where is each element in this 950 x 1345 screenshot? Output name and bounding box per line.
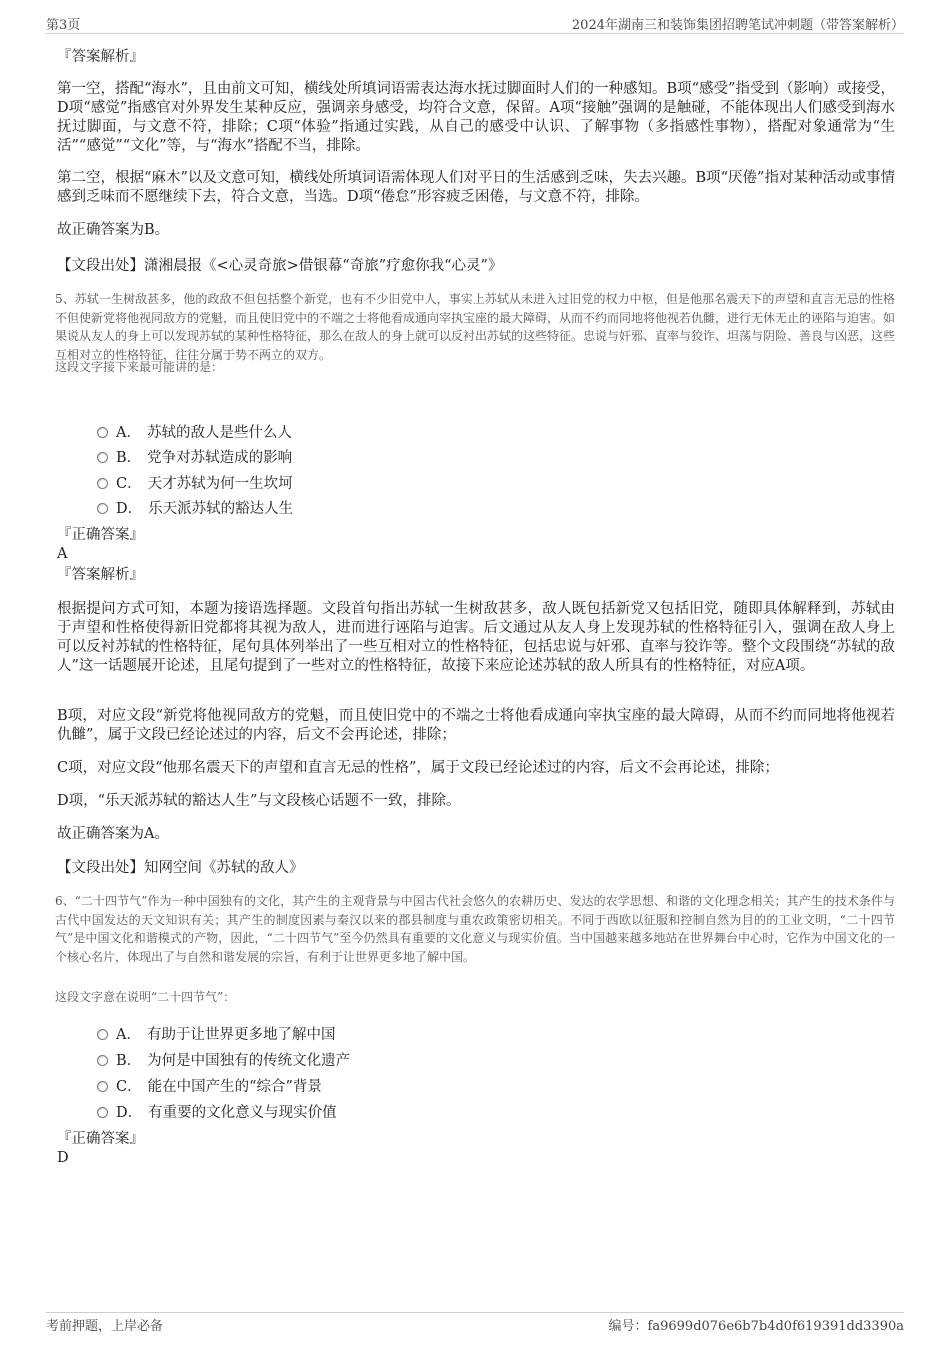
q5-analysis-label: 『答案解析』 [57,567,144,583]
document-title: 2024年湖南三和装饰集团招聘笔试冲刺题（带答案解析） [571,18,904,33]
q5-option-b[interactable]: B． 党争对苏轼造成的影响 [97,446,292,466]
q5-option-d[interactable]: D． 乐天派苏轼的豁达人生 [97,497,293,517]
q5-option-c[interactable]: C． 天才苏轼为何一生坎坷 [97,472,293,492]
q5-option-a[interactable]: A． 苏轼的敌人是些什么人 [97,421,292,441]
page-header [46,12,904,34]
q5-prompt: 这段文字接下来最可能讲的是： [55,360,224,374]
q4-analysis-p1: 第一空，搭配“海水”，且由前文可知，横线处所填词语需表达海水抚过脚面时人们的一种感知。B项“感受”指受到（影响）或接受，D项“感觉”指感官对外界发生某种反应，强调亲身感受，均符合文意，保留。A项“接触”强调的是触碰，不能体现出人们感受到海水抚过脚面，与文意不符，排除；C项“体验”指通过实践，从自己的感受中认识、了解事物（多指感性事物），搭配对象通常为“生活”“感觉”“文化”等，与“海水”搭配不当，排除。 [57,81,895,154]
q4-conclusion: 故正确答案为B。 [57,222,170,238]
q6-answer-label: 『正确答案』 [57,1131,144,1147]
q5-analysis-p1: 根据提问方式可知，本题为接语选择题。文段首句指出苏轼一生树敌甚多，敌人既包括新党又包括旧党，随即具体解释到，苏轼由于声望和性格使得新旧党都将其视为敌人，进而进行诬陷与迫害。后文通过从友人身上发现苏轼的性格特征引入，强调在敌人身上可以反衬苏轼的性格特征，尾句具体列举出了一些互相对立的性格特征，包括忠说与奸邪、直率与狡诈等。整个文段围绕“苏轼的敌人”这一话题展开论述，且尾句提到了一些对立的性格特征，故接下来应论述苏轼的敌人所具有的性格特征，对应A项。 [57,601,895,674]
q6-option-a[interactable]: A． 有助于让世界更多地了解中国 [97,1023,335,1043]
q4-analysis-label: 『答案解析』 [57,49,144,65]
radio-icon[interactable] [97,478,108,489]
document-id: 编号：fa9699d076e6b7b4d0f619391dd3390a [608,1319,904,1334]
q5-analysis-p2: B项，对应文段“新党将他视同敌方的党魁，而且使旧党中的不端之士将他看成通向宰执宝座的最大障碍，从而不约而同地将他视若仇雠”，属于文段已经论述过的内容，后文不会再论述，排除； [57,708,895,743]
q5-source: 【文段出处】知网空间《苏轼的敌人》 [57,860,304,876]
q5-stem: 5、苏轼一生树敌甚多，他的政敌不但包括整个新党，也有不少旧党中人，事实上苏轼从未进入过旧党的权力中枢，但是他那名震天下的声望和直言无忌的性格不但使新党将他视同敌方的党魁，而且使旧党中的不端之士将他看成通向宰执宝座的最大障碍，从而不约而同地将他视若仇雠，进行无休无止的诬陷与迫害。如果说从友人的身上可以发现苏轼的某种性格特征，那么在敌人的身上就可以反衬出苏轼的这些特征。忠说与奸邪、直率与狡诈、坦荡与阴险、善良与凶恶，这些互相对立的性格特征，往往分属于势不两立的双方。 [55,292,896,362]
q5-answer-label: 『正确答案』 [57,527,144,543]
page-number: 第3页 [46,18,81,33]
q5-analysis-p4: D项，“乐天派苏轼的豁达人生”与文段核心话题不一致，排除。 [57,793,461,809]
radio-icon[interactable] [97,1107,108,1118]
q6-option-b[interactable]: B． 为何是中国独有的传统文化遗产 [97,1049,350,1069]
q6-stem: 6、“二十四节气”作为一种中国独有的文化，其产生的主观背景与中国古代社会悠久的农耕历史、发达的农学思想、和谐的文化理念相关；其产生的技术条件与古代中国发达的天文知识有关；其产生的制度因素与秦汉以来的郡县制度与重农政策密切相关。不同于西欧以征服和控制自然为目的的工业文明，“二十四节气”是中国文化和谐模式的产物，因此，“二十四节气”至今仍然具有重要的文化意义与现实价值。当中国越来越多地站在世界舞台中心时，它作为中国文化的一个核心名片，体现出了与自然和谐发展的宗旨，有利于让世界更多地了解中国。 [55,894,895,964]
radio-icon[interactable] [97,1029,108,1040]
q5-answer: A [57,546,68,562]
q6-option-c[interactable]: C． 能在中国产生的“综合”背景 [97,1075,322,1095]
radio-icon[interactable] [97,452,108,463]
q6-answer: D [57,1150,69,1166]
q6-option-d[interactable]: D． 有重要的文化意义与现实价值 [97,1101,337,1121]
radio-icon[interactable] [97,503,108,514]
radio-icon[interactable] [97,1081,108,1092]
page-footer [46,1312,904,1334]
radio-icon[interactable] [97,1055,108,1066]
q4-analysis-p2: 第二空，根据“麻木”以及文意可知，横线处所填词语需体现人们对平日的生活感到乏味，失去兴趣。B项“厌倦”指对某种活动或事情感到乏味而不愿继续下去，符合文意，当选。D项“倦怠”形容疲乏困倦，与文意不符，排除。 [57,170,895,205]
q5-analysis-p3: C项，对应文段“他那名震天下的声望和直言无忌的性格”，属于文段已经论述过的内容，后文不会再论述，排除； [57,760,779,776]
radio-icon[interactable] [97,427,108,438]
q5-conclusion: 故正确答案为A。 [57,826,169,842]
q4-source: 【文段出处】潇湘晨报《<心灵奇旅>借银幕“奇旅”疗愈你我“心灵”》 [57,258,503,274]
q6-prompt: 这段文字意在说明“二十四节气”： [55,990,236,1004]
footer-slogan: 考前押题，上岸必备 [46,1319,164,1334]
